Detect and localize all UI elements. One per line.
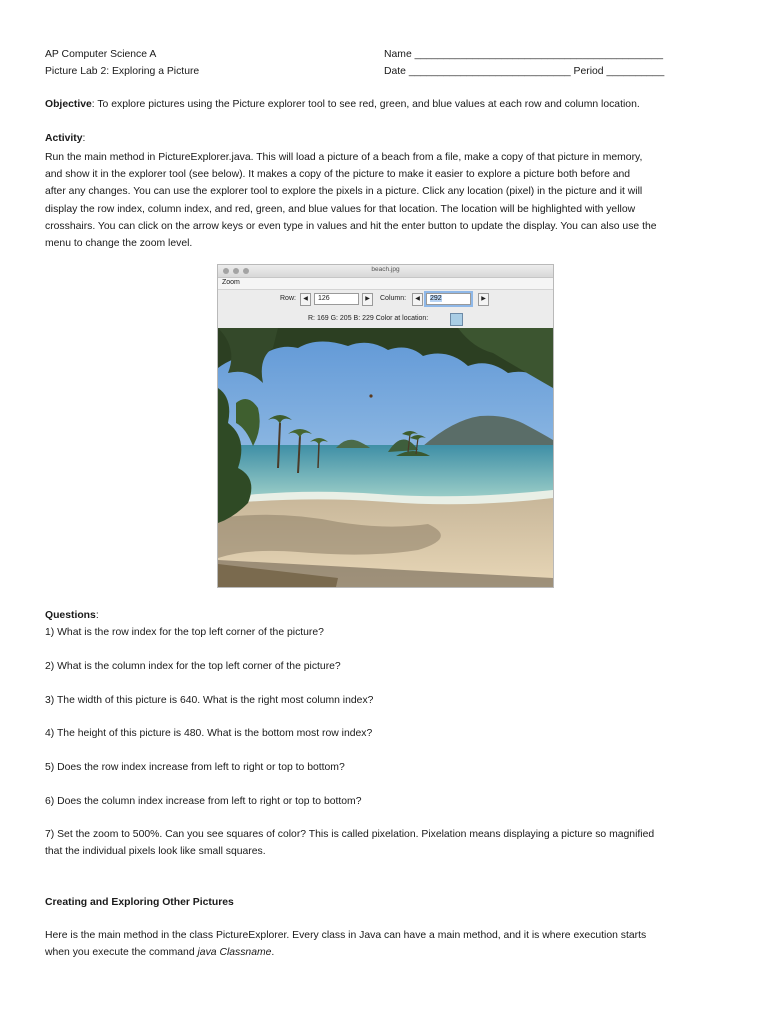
questions-colon: : <box>95 610 99 621</box>
activity-line: after any changes. You can use the explorer tool to explore the pixels in a picture. Click any location (pixel) in the picture and it will <box>45 186 643 198</box>
window-title: beach.jpg <box>371 266 400 273</box>
question-item: 6) Does the column index increase from left to right or top to bottom? <box>45 796 362 807</box>
column-prev-arrow-icon[interactable]: ◀ <box>412 293 423 306</box>
column-input-value: 292 <box>430 295 442 302</box>
question-item: 4) The height of this picture is 480. What is the bottom most row index? <box>45 728 373 739</box>
column-label: Column: <box>380 295 407 302</box>
menu-zoom[interactable]: Zoom <box>222 279 240 286</box>
lab-title: Picture Lab 2: Exploring a Picture <box>45 66 200 77</box>
color-info: R: 169 G: 205 B: 229 Color at location: <box>308 315 429 322</box>
row-label: Row: <box>280 295 296 302</box>
row-next-arrow-icon[interactable]: ▶ <box>362 293 373 306</box>
beach-picture[interactable] <box>218 328 553 587</box>
picture-explorer-window <box>217 264 554 588</box>
window-titlebar <box>218 265 553 278</box>
activity-line: and show it in the explorer tool (see below). It makes a copy of the picture to make it easier to explore a picture both before and <box>45 169 631 181</box>
activity-heading <box>45 133 85 144</box>
row-input[interactable]: 126 <box>314 293 359 305</box>
column-next-arrow-icon[interactable]: ▶ <box>478 293 489 306</box>
questions-label: Questions <box>45 610 96 621</box>
command-name: java Classname <box>197 947 272 958</box>
question-item: 7) Set the zoom to 500%. Can you see squares of color? This is called pixelation. Pixelation means displaying a picture so magnified <box>45 829 655 840</box>
name-field: Name ___________________________________________ <box>384 49 664 60</box>
questions-heading <box>45 610 99 621</box>
activity-text <box>45 149 725 252</box>
question-item: 1) What is the row index for the top left corner of the picture? <box>45 627 324 638</box>
color-swatch <box>450 313 463 326</box>
section-heading: Creating and Exploring Other Pictures <box>45 897 234 908</box>
objective-text: : To explore pictures using the Picture explorer tool to see red, green, and blue values at each row and column location. <box>91 99 640 110</box>
menu-bar <box>218 278 553 290</box>
activity-line: menu to change the zoom level. <box>45 238 193 250</box>
objective-label: Objective <box>45 99 92 110</box>
section-line <box>45 947 274 958</box>
beach-image-svg <box>218 328 553 587</box>
column-input[interactable] <box>426 293 471 305</box>
activity-label: Activity <box>45 133 83 144</box>
question-item: 2) What is the column index for the top left corner of the picture? <box>45 661 341 672</box>
activity-line: Run the main method in PictureExplorer.java. This will load a picture of a beach from a file, make a copy of that picture in memory, <box>45 152 643 163</box>
question-item: 3) The width of this picture is 640. What is the right most column index? <box>45 695 374 706</box>
activity-line: display the row index, column index, and red, green, and blue values for that location. The location will be highlighted with yellow <box>45 203 636 215</box>
question-item: 5) Does the row index increase from left to right or top to bottom? <box>45 762 345 773</box>
question-item-continued: that the individual pixels look like small squares. <box>45 846 266 857</box>
section-line-start: when you execute the command <box>45 947 198 958</box>
row-prev-arrow-icon[interactable]: ◀ <box>300 293 311 306</box>
activity-colon: : <box>82 133 86 144</box>
objective <box>45 99 640 110</box>
date-period-field: Date ____________________________ Period __________ <box>384 66 665 77</box>
section-line: Here is the main method in the class PictureExplorer. Every class in Java can have a main method, and it is where execution starts <box>45 930 647 941</box>
course-title: AP Computer Science A <box>45 49 157 60</box>
section-line-end: . <box>271 947 275 958</box>
activity-line: crosshairs. You can click on the arrow keys or even type in values and hit the enter button to update the display. You can also use the <box>45 220 657 232</box>
